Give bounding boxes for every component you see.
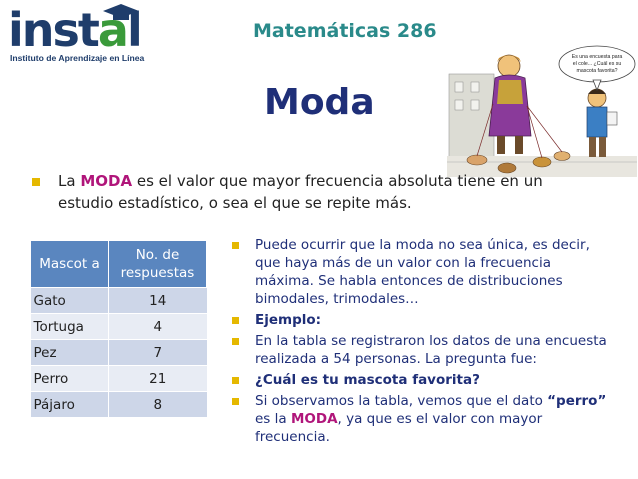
moda-keyword: MODA [290,411,338,427]
moda-keyword: MODA [80,172,133,190]
table-row: Tortuga 4 [31,314,207,340]
list-item: Ejemplo: [230,311,610,329]
logo-wordmark: instal [8,3,141,57]
course-title: Matemáticas 286 [253,20,437,42]
bullet-square-icon [232,377,239,384]
pets-table [30,240,207,418]
table-row: Pez 7 [31,340,207,366]
bullet-square-icon [232,338,239,345]
table-header-count: No. de respuestas [109,241,207,288]
bullet-square-icon [32,178,40,186]
bullet-square-icon [232,242,239,249]
list-item: Puede ocurrir que la moda no sea única, es decir, que haya más de un valor con la frecuencia máxima. Se habla entonces de distribuciones bimodales, trimodales… [230,236,610,308]
institute-logo [8,4,168,70]
bullet-square-icon [232,317,239,324]
logo-subtitle: Instituto de Aprendizaje en Línea [10,53,145,63]
definition-bullet [30,170,590,214]
table-row: Perro 21 [31,366,207,392]
list-item: Si observamos la tabla, vemos que el dato “perro” es la MODA, ya que es el valor con mayor frecuencia. [230,392,610,446]
survey-illustration [447,44,637,177]
table-row: Pájaro 8 [31,392,207,418]
svg-text:Es una encuesta para: Es una encuesta para [571,54,623,60]
explanation-list [230,236,610,449]
svg-text:mascota favorita?: mascota favorita? [576,68,618,74]
svg-text:el cole... ¿Cuál es su: el cole... ¿Cuál es su [572,61,622,67]
table-row: Gato 14 [31,288,207,314]
list-item: En la tabla se registraron los datos de una encuesta realizada a 54 personas. La pregunta fue: [230,332,610,368]
list-item: ¿Cuál es tu mascota favorita? [230,371,610,389]
definition-text: La MODA es el valor que mayor frecuencia absoluta tiene en un estudio estadístico, o sea el que se repite más. [58,172,543,212]
slide-title: Moda [264,82,375,123]
table-header-pet: Mascot a [31,241,109,288]
bullet-square-icon [232,398,239,405]
